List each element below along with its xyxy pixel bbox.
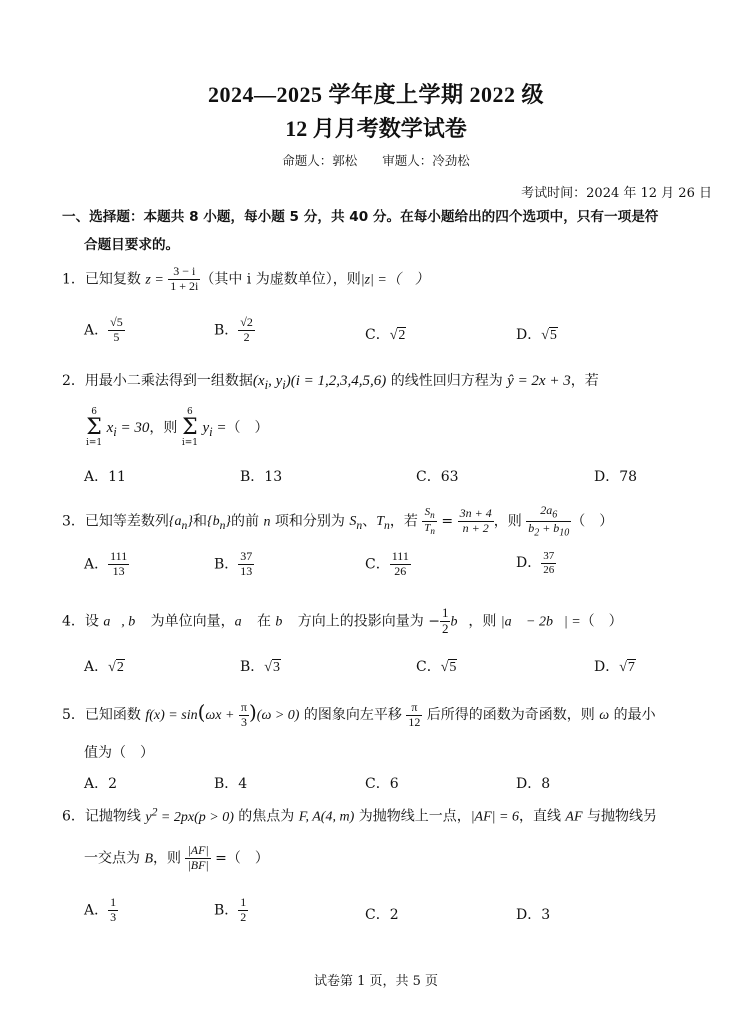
option-d[interactable]: D． $\frac{37}{26}$ [516,550,555,576]
exam-time: 考试时间：2024 年 12 月 26 日 [521,186,712,201]
section-heading-cont: 合题目要求的。 [84,237,180,253]
question-text: （其中 i 为虚数单位），则 [200,271,361,288]
question-number: 3． [62,513,85,530]
option-c[interactable]: C．√5 [416,659,457,675]
question-4: 4．设 a⃗, b⃗ 为单位向量，a⃗ 在 b⃗ 方向上的投影向量为 − $\frac{1}{2}$ b⃗，则 |a⃗ − 2b⃗| =（ ） [62,605,623,636]
option-b[interactable]: B．13 [240,469,283,485]
question-5: 5．已知函数 f(x) = sin(ωx + $\frac{\pi}{3}$ )(ω > 0) 的图象向左平移 $\frac{\pi}{12}$ 后所得的函数为奇函数，则 ω 的最小 [62,699,656,729]
authors-line: 命题人：郭松 审题人：冷劲松 [282,153,470,168]
question-number: 4． [62,613,85,630]
option-c[interactable]: C．√2 [365,327,406,343]
question-number: 6． [62,808,85,825]
question-number: 1． [62,271,85,288]
option-d[interactable]: D．78 [594,469,638,485]
math-expr: |z| =（ ） [360,272,429,288]
question-5-cont: 值为（ ） [84,745,154,761]
question-2-cont: 6 Σ i=1 $x_i = 30$，则 6 Σ i=1 $y_i$ =（ ） [86,407,269,448]
exam-subtitle: 12 月月考数学试卷 [285,116,467,141]
section-heading: 一、选择题：本题共 8 小题，每小题 5 分，共 40 分。在每小题给出的四个选项中，只有一项是符 [62,209,659,225]
option-a[interactable]: A．2 [84,776,118,792]
question-1 [62,265,429,294]
page-footer: 试卷第 1 页，共 5 页 [313,974,439,989]
option-a[interactable]: A． $\frac{1}{3}$ [84,895,117,924]
question-6: 6．记抛物线 $y^2 = 2px(p > 0)$ 的焦点为 F, A(4, m) 为抛物线上一点，|AF| = 6，直线 AF 与抛物线另 [62,805,657,825]
exam-title: 2024—2025 学年度上学期 2022 级 [207,82,544,107]
option-d[interactable]: D．8 [516,776,551,792]
option-c[interactable]: C．63 [416,469,459,485]
question-2: 2．用最小二乘法得到一组数据($x_i$, $y_i)(i = 1,2,3,4,5,6)$ 的线性回归方程为 ŷ = 2x + 3，若 [62,373,599,392]
option-d[interactable]: D．3 [516,907,551,923]
question-text: 用最小二乘法得到一组数据 [84,373,253,389]
option-b[interactable]: B．√3 [240,659,280,675]
option-b[interactable]: B． $\frac{37}{13}$ [214,549,253,578]
option-b[interactable]: B． $\frac{1}{2}$ [214,895,247,924]
option-a[interactable]: A． $\frac{111}{13}$ [84,549,128,578]
question-number: 2． [62,373,85,389]
option-c[interactable]: C．6 [365,776,399,792]
option-a[interactable]: A．√2 [84,659,124,675]
option-b[interactable]: B． $\frac{√2}{2}$ [214,315,253,344]
question-text: 已知复数 [84,271,141,288]
math-expr: z = [145,272,164,288]
option-d[interactable]: D．√5 [516,327,557,343]
fraction: $\frac{3 - i}{1 + 2i}$ [170,264,199,293]
option-a[interactable]: A． $\frac{√5}{5}$ [84,315,123,344]
option-a[interactable]: A．11 [84,469,126,485]
question-number: 5． [62,707,85,723]
option-c[interactable]: C． $\frac{111}{26}$ [365,549,409,578]
question-6-cont: 一交点为 B，则 $\frac{|AF|}{|BF|}$ =（ ） [84,843,269,872]
option-c[interactable]: C．2 [365,907,399,923]
option-b[interactable]: B．4 [214,776,248,792]
option-d[interactable]: D．√7 [594,659,635,675]
question-3: 3．已知等差数列$\{a_n\}$和$\{b_n\}$的前 n 项和分别为 $S_n$、$T_n$，若 $\frac{S_n}{T_n}$ = $\frac{3n + 4}{n + 2}$ ，则 $\frac{2a_6}{b_2 + b_{10}}$ （ ） [62,503,614,539]
math-expr: ($x_i$, $y_i)(i = 1,2,3,4,5,6)$ [252,373,387,392]
